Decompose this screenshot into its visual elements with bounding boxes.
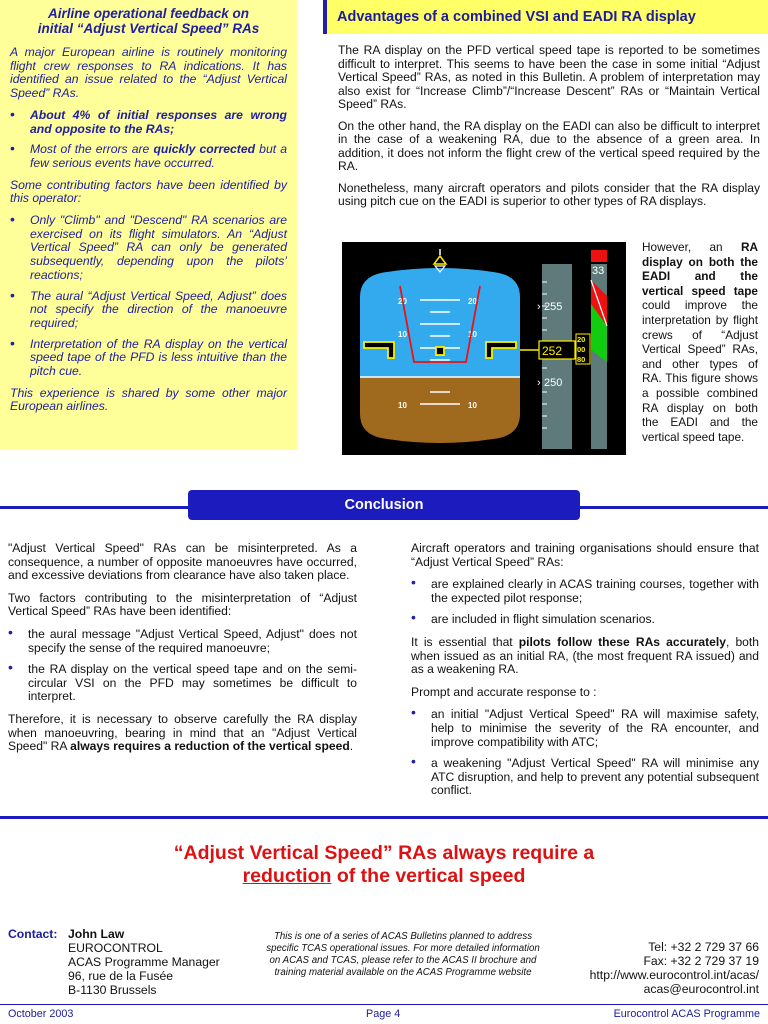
list-item: • Interpretation of the RA display on the vertical speed tape of the PFD is less intuitive than the pitch cue.	[10, 334, 287, 379]
bullet-icon: •	[8, 623, 13, 640]
footer-divider	[0, 1004, 768, 1005]
bullet-icon: •	[411, 753, 416, 770]
footer-page: Page 4	[366, 1008, 401, 1020]
vs-red-block	[591, 250, 607, 262]
list-item: • the RA display on the vertical speed tape and on the semi-circular VSI on the PFD may sometimes be difficult to interpret.	[8, 659, 357, 704]
vs-top-value: 33	[592, 265, 605, 277]
email-link[interactable]: acas@eurocontrol.int	[643, 982, 759, 996]
pitch-label: 10	[468, 401, 477, 410]
bullet-icon: •	[10, 211, 15, 228]
list-item: • are explained clearly in ACAS training courses, together with the expected pilot response;	[411, 574, 759, 605]
list-item: • an initial "Adjust Vertical Speed" RA will maximise safety, help to minimise the severity of the RA encounter, and improve compatibility with ATC;	[411, 704, 759, 749]
vs-readout-digit: 80	[577, 355, 586, 364]
bullet-icon: •	[411, 574, 416, 591]
conclusion-paragraph: "Adjust Vertical Speed" RAs can be misinterpreted. As a consequence, a number of opposite manoeuvres have occurred, and excessive deviations from clearance have also taken place.	[8, 541, 357, 583]
advantages-header	[323, 0, 768, 34]
advantages-paragraph: On the other hand, the RA display on the EADI can also be difficult to interpret in the case of a weakening RA, due to the absence of a green area. In addition, it does not inform the flight crew of the vertical speed required by the RA.	[338, 118, 760, 173]
pitch-label: 10	[398, 401, 407, 410]
speed-tick-label: ›	[537, 301, 541, 313]
speed-tick-label: ›	[537, 377, 541, 389]
address-block	[590, 940, 759, 996]
contact-name: John Law	[68, 927, 125, 941]
conclusion-right-column	[411, 542, 759, 807]
contact-label: Contact:	[8, 927, 58, 941]
bullet-icon: •	[10, 140, 15, 157]
feedback-title: Airline operational feedback on initial “Adjust Vertical Speed” RAs	[37, 6, 260, 36]
footer-date: October 2003	[8, 1008, 74, 1020]
conclusion-paragraph: Two factors contributing to the misinterpretation of “Adjust Vertical Speed” RAs have been identified:	[8, 590, 357, 619]
conclusion-paragraph: Prompt and accurate response to :	[411, 684, 597, 699]
advantages-title: Advantages of a combined VSI and EADI RA display	[337, 9, 696, 25]
contact-block: Contact: John Law EUROCONTROL ACAS Programme Manager 96, rue de la Fusée B-1130 Brussels	[8, 927, 220, 997]
feedback-list-b	[10, 211, 287, 379]
conclusion-bottom-divider	[0, 816, 768, 819]
advantages-body	[338, 44, 760, 217]
list-item: • are included in flight simulation scenarios.	[411, 609, 655, 627]
conclusion-header: Conclusion	[188, 490, 580, 520]
pitch-label: 20	[468, 297, 477, 306]
bullet-icon: •	[411, 609, 416, 626]
advantages-paragraph: The RA display on the PFD vertical speed tape is reported to be sometimes difficult to interpret. This seems to have been the case in some initial “Adjust Vertical Speed” RAs, as noted in this Bulletin. A problem of interpretation may also exist for “Increase Climb”/“Increase Descent” RAs or “Maintain Vertical Speed” RAs.	[338, 43, 760, 111]
advantages-paragraph: Nonetheless, many aircraft operators and pilots consider that the RA display using pitch cue on the EADI is superior to other types of RA displays.	[338, 180, 760, 208]
slogan: “Adjust Vertical Speed” RAs always require a reduction of the vertical speed	[173, 842, 595, 887]
vs-readout-digit: 20	[577, 335, 586, 344]
conclusion-left-column	[8, 542, 357, 763]
figure-caption: However, an RA display on both the EADI and the vertical speed tape could improve the interpretation by flight crews of “Adjust Vertical Speed” RAs, and other types of RA. This figure shows a possible combined RA display on both the EADI and the vertical speed tape.	[642, 240, 758, 444]
feedback-list-a	[10, 105, 287, 171]
speed-tick-label: 255	[544, 301, 563, 313]
footer-org: Eurocontrol ACAS Programme	[613, 1008, 760, 1020]
feedback-box	[0, 0, 297, 450]
feedback-intro: A major European airline is routinely monitoring flight crew responses to RA indications. It has identified an issue related to the “Adjust Vertical Speed” RAs.	[10, 45, 287, 101]
bullet-icon: •	[10, 286, 15, 303]
pitch-label: 10	[398, 330, 407, 339]
bullet-icon: •	[10, 334, 15, 351]
list-item: • Most of the errors are quickly corrected but a few serious events have occurred.	[10, 140, 287, 170]
pfd-figure	[342, 242, 626, 455]
speed-tick-label: 250	[544, 377, 563, 389]
bullet-icon: •	[8, 659, 13, 676]
list-item: • a weakening "Adjust Vertical Speed" RA will minimise any ATC disruption, and help to prevent any potential subsequent conflict.	[411, 753, 759, 798]
feedback-closing: This experience is shared by some other major European airlines.	[10, 385, 287, 414]
pitch-label: 10	[468, 330, 477, 339]
fax: Fax: +32 2 729 37 19	[643, 954, 759, 968]
ground-area	[352, 377, 532, 455]
bullet-icon: •	[411, 704, 416, 721]
pitch-label: 20	[398, 297, 407, 306]
list-item: • Only "Climb" and "Descend" RA scenarios are exercised on its flight simulators. An “Adjust Vertical Speed” RA can only be generated subsequently, depending upon the pilots’ reactions;	[10, 211, 287, 282]
vs-readout-digit: 00	[577, 345, 586, 354]
feedback-factors-intro: Some contributing factors have been identified by this operator:	[10, 177, 287, 206]
bullet-icon: •	[10, 105, 15, 122]
conclusion-paragraph: Therefore, it is necessary to observe carefully the RA display when manoeuvring, bearing in mind that an "Adjust Vertical Speed" RA always requires a reduction of the vertical speed.	[8, 711, 357, 754]
list-item: • the aural message "Adjust Vertical Speed, Adjust" does not specify the sense of the required manoeuvre;	[8, 623, 357, 655]
current-speed-value: 252	[542, 344, 563, 358]
bulletin-note: This is one of a series of ACAS Bulletins planned to address specific TCAS operational issues. For more detailed information on ACAS and TCAS, please refer to the ACAS II brochure and training material available on the ACAS Programme website	[266, 931, 540, 979]
website-link[interactable]: http://www.eurocontrol.int/acas/	[589, 968, 759, 982]
list-item: • The aural “Adjust Vertical Speed, Adjust” does not specify the direction of the manoeuvre required;	[10, 286, 287, 330]
pfd-display	[342, 242, 626, 455]
conclusion-paragraph: It is essential that pilots follow these RAs accurately, both when issued as an initial RA, (the most frequent RA issued) and as a weakening RA.	[411, 634, 759, 677]
conclusion-paragraph: Aircraft operators and training organisations should ensure that “Adjust Vertical Speed” RAs:	[411, 541, 759, 569]
list-item: • About 4% of initial responses are wrong and opposite to the RAs;	[10, 105, 287, 136]
attitude-indicator	[352, 262, 532, 455]
phone: Tel: +32 2 729 37 66	[648, 940, 759, 954]
